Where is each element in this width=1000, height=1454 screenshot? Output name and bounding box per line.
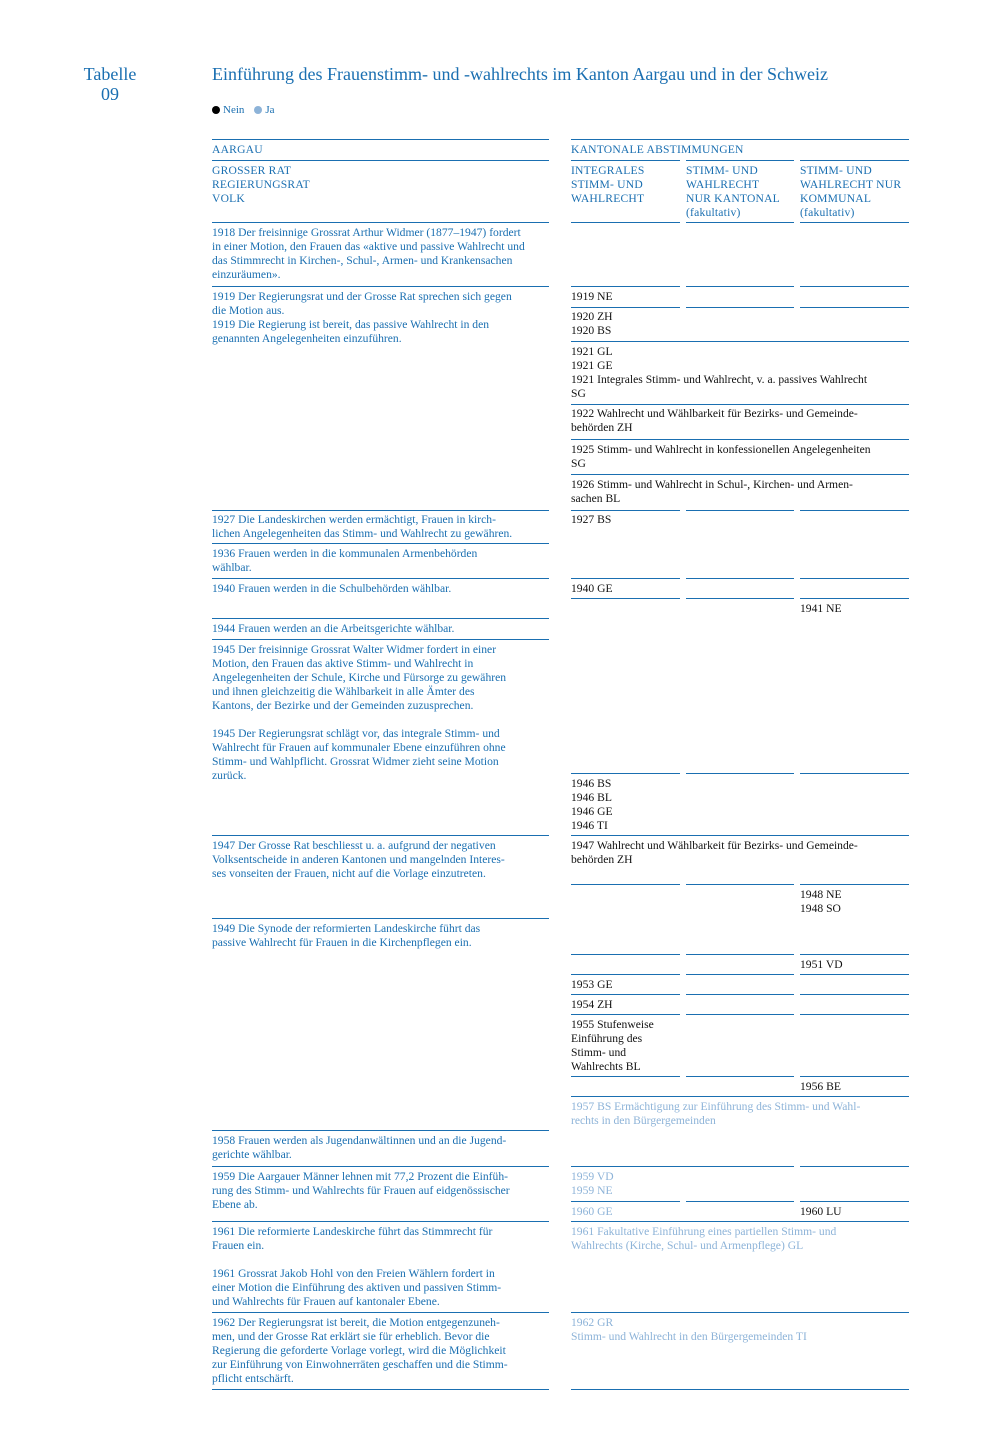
entry-line: 1962 GR — [571, 1316, 614, 1329]
divider — [686, 286, 794, 287]
header-line: WAHLRECHT — [686, 178, 760, 191]
divider — [212, 139, 549, 140]
divider — [571, 474, 909, 475]
legend-item-ja — [254, 104, 274, 116]
aargau-entry-1940 — [212, 582, 549, 596]
kantonal-entry-1955-bl — [571, 1018, 680, 1074]
entry-line: 1936 Frauen werden in die kommunalen Armenbehörden — [212, 547, 478, 560]
aargau-entry-1918 — [212, 226, 549, 282]
entry-line: 1959 NE — [571, 1184, 613, 1197]
divider — [212, 835, 549, 836]
aargau-subheader — [212, 164, 310, 206]
entry-line: Wahlrechts BL — [571, 1060, 641, 1073]
header-line: WAHLRECHT NUR — [800, 178, 902, 191]
entry-line: und ihnen gleichzeitig die Wählbarkeit in alle Ämter des — [212, 685, 475, 698]
entry-line: Stimm- und Wahlrecht in den Bürgergemeinden TI — [571, 1330, 807, 1343]
header-line: NUR KANTONAL — [686, 192, 780, 205]
divider — [686, 598, 794, 599]
divider — [571, 773, 680, 774]
entry-line: Stimm- und Wahlpflicht. Grossrat Widmer zieht seine Motion — [212, 755, 499, 768]
divider — [800, 1201, 909, 1202]
subheader-line: REGIERUNGSRAT — [212, 178, 310, 191]
kantonal-entry-1925 — [571, 443, 909, 471]
legend-label-nein: Nein — [223, 104, 245, 116]
kantonal-entry-1940-ge — [571, 582, 613, 596]
entry-line: in einer Motion, den Frauen das «aktive und passive Wahlrecht und — [212, 240, 525, 253]
divider — [212, 1389, 549, 1390]
divider — [571, 222, 680, 223]
divider — [571, 160, 680, 161]
entry-line: 1946 BS — [571, 777, 612, 790]
entry-line: passive Wahlrecht für Frauen in die Kirchenpflegen ein. — [212, 936, 472, 949]
header-line: (fakultativ) — [800, 206, 855, 219]
kantonal-entry-1919-ne — [571, 290, 613, 304]
entry-line: 1959 Die Aargauer Männer lehnen mit 77,2 Prozent die Einfüh- — [212, 1170, 508, 1183]
entry-line: zurück. — [212, 769, 247, 782]
aargau-entry-1936 — [212, 547, 549, 575]
entry-line: 1958 Frauen werden als Jugendanwältinnen und an die Jugend- — [212, 1134, 507, 1147]
aargau-entry-1962 — [212, 1316, 549, 1386]
entry-line: Angelegenheiten der Schule, Kirche und Fürsorge zu gewähren — [212, 671, 507, 684]
entry-line: 1955 Stufenweise — [571, 1018, 654, 1031]
col-kantonal-header — [686, 164, 780, 220]
entry-line: Volksentscheide in anderen Kantonen und mangelnden Interes- — [212, 853, 505, 866]
divider — [571, 884, 680, 885]
entry-line: Wahlrecht für Frauen auf kommunaler Ebene einzuführen ohne — [212, 741, 506, 754]
entry-line: 1948 NE — [800, 888, 842, 901]
entry-line: 1920 BS — [571, 324, 612, 337]
entry-line: 1919 Der Regierungsrat und der Grosse Rat sprechen sich gegen — [212, 290, 512, 303]
kantonal-section-header: KANTONALE ABSTIMMUNGEN — [571, 143, 744, 156]
kantonal-entry-1948 — [800, 888, 842, 916]
divider — [800, 1076, 909, 1077]
kantonal-entry-1956-be — [800, 1080, 841, 1094]
divider — [686, 307, 794, 308]
entry-line: 1947 Wahlrecht und Wählbarkeit für Bezirks- und Gemeinde- — [571, 839, 858, 852]
entry-line: 1962 Der Regierungsrat ist bereit, die Motion entgegenzuneh- — [212, 1316, 500, 1329]
kantonal-entry-1953-ge — [571, 978, 613, 992]
entry-line: 1957 BS Ermächtigung zur Einführung des Stimm- und Wahl- — [571, 1100, 861, 1113]
divider — [212, 222, 549, 223]
divider — [686, 994, 794, 995]
aargau-entry-1919 — [212, 290, 549, 346]
divider — [800, 307, 909, 308]
col-kommunal-header — [800, 164, 901, 220]
aargau-section-header: AARGAU — [212, 143, 263, 156]
legend — [212, 104, 285, 116]
divider — [800, 1166, 909, 1167]
entry-line: genannten Angelegenheiten einzuführen. — [212, 332, 402, 345]
divider — [212, 160, 549, 161]
legend-item-nein — [212, 104, 244, 116]
aargau-entry-1945 — [212, 643, 549, 783]
entry-line: ses vonseiten der Frauen, nicht auf die Vorlage einzutreten. — [212, 867, 486, 880]
entry-line: SG — [571, 387, 586, 400]
entry-line: 1921 Integrales Stimm- und Wahlrecht, v. a. passives Wahlrecht — [571, 373, 868, 386]
entry-line: 1940 GE — [571, 582, 613, 595]
entry-line: behörden ZH — [571, 421, 633, 434]
divider — [800, 286, 909, 287]
entry-line: und Wahlrechts für Frauen auf kantonaler Ebene. — [212, 1295, 440, 1308]
entry-line: Wahlrechts (Kirche, Schul- und Armenpflege) GL — [571, 1239, 804, 1252]
entry-line: 1949 Die Synode der reformierten Landeskirche führt das — [212, 922, 481, 935]
divider — [686, 1014, 794, 1015]
divider — [800, 884, 909, 885]
header-line: STIMM- UND — [800, 164, 872, 177]
kantonal-entry-1960-lu — [800, 1205, 842, 1219]
entry-line: rechts in den Bürgergemeinden — [571, 1114, 716, 1127]
entry-line: men, und der Grosse Rat erklärt sie für erheblich. Bevor die — [212, 1330, 490, 1343]
kantonal-entry-1951-vd — [800, 958, 843, 972]
spacer — [212, 713, 549, 727]
divider — [212, 286, 549, 287]
header-line: KOMMUNAL — [800, 192, 872, 205]
divider — [800, 160, 909, 161]
entry-line: 1960 LU — [800, 1205, 842, 1218]
table-label-number: 09 — [101, 84, 119, 104]
divider — [212, 618, 549, 619]
entry-line: 1919 Die Regierung ist bereit, das passive Wahlrecht in den — [212, 318, 490, 331]
page-title: Einführung des Frauenstimm- und -wahlrechts im Kanton Aargau und in der Schweiz — [212, 64, 829, 84]
aargau-entry-1927 — [212, 513, 549, 541]
divider — [571, 1389, 909, 1390]
entry-line: 1919 NE — [571, 290, 613, 303]
header-line: INTEGRALES — [571, 164, 645, 177]
entry-line: 1918 Der freisinnige Grossrat Arthur Widmer (1877–1947) fordert — [212, 226, 521, 239]
divider — [571, 1096, 909, 1097]
divider — [571, 404, 909, 405]
divider — [212, 543, 549, 544]
divider — [571, 1312, 909, 1313]
aargau-entry-1959 — [212, 1170, 549, 1212]
divider — [212, 1312, 549, 1313]
divider — [686, 884, 794, 885]
divider — [571, 286, 680, 287]
divider — [686, 160, 794, 161]
entry-line: 1945 Der freisinnige Grossrat Walter Widmer fordert in einer — [212, 643, 497, 656]
kantonal-entry-1920 — [571, 310, 613, 338]
kantonal-entry-1922 — [571, 407, 909, 435]
divider — [212, 918, 549, 919]
legend-dot-light-icon — [254, 106, 262, 114]
divider — [800, 773, 909, 774]
header-line: STIMM- UND — [571, 178, 643, 191]
kantonal-entry-1957-bs — [571, 1100, 909, 1128]
divider — [571, 1076, 680, 1077]
divider — [686, 954, 794, 955]
divider — [212, 639, 549, 640]
aargau-entry-1944 — [212, 622, 549, 636]
entry-line: 1948 SO — [800, 902, 841, 915]
entry-line: Ebene ab. — [212, 1198, 258, 1211]
legend-dot-black-icon — [212, 106, 220, 114]
divider — [686, 578, 794, 579]
aargau-entry-1949 — [212, 922, 549, 950]
entry-line: wählbar. — [212, 561, 252, 574]
header-line: WAHLRECHT — [571, 192, 645, 205]
entry-line: 1946 BL — [571, 791, 612, 804]
kantonal-entry-1961-gl — [571, 1225, 909, 1253]
divider — [800, 578, 909, 579]
divider — [571, 510, 680, 511]
divider — [571, 598, 680, 599]
entry-line: sachen BL — [571, 492, 621, 505]
subheader-line: VOLK — [212, 192, 245, 205]
kantonal-entry-1927-bs — [571, 513, 611, 527]
entry-line: SG — [571, 457, 586, 470]
table-label-word: Tabelle — [83, 64, 137, 84]
kantonal-entry-1921 — [571, 345, 909, 401]
divider — [571, 139, 909, 140]
legend-label-ja: Ja — [265, 104, 275, 116]
entry-line: behörden ZH — [571, 853, 633, 866]
divider — [571, 341, 909, 342]
entry-line: das Stimmrecht in Kirchen-, Schul-, Armen- und Krankensachen — [212, 254, 513, 267]
entry-line: 1945 Der Regierungsrat schlägt vor, das integrale Stimm- und — [212, 727, 500, 740]
header-line: (fakultativ) — [686, 206, 741, 219]
entry-line: Kantons, der Bezirke und der Gemeinden zuzusprechen. — [212, 699, 474, 712]
divider — [571, 835, 909, 836]
kantonal-entry-1954-zh — [571, 998, 613, 1012]
entry-line: 1961 Grossrat Jakob Hohl von den Freien Wählern fordert in — [212, 1267, 495, 1280]
divider — [212, 578, 549, 579]
entry-line: Einführung des — [571, 1032, 643, 1045]
divider — [571, 1201, 680, 1202]
divider — [212, 1130, 549, 1131]
divider — [571, 439, 909, 440]
entry-line: 1940 Frauen werden in die Schulbehörden wählbar. — [212, 582, 452, 595]
entry-line: 1920 ZH — [571, 310, 613, 323]
entry-line: einer Motion die Einführung des aktiven und passiven Stimm- — [212, 1281, 502, 1294]
kantonal-entry-1959 — [571, 1170, 614, 1198]
header-line: STIMM- UND — [686, 164, 758, 177]
divider — [571, 1221, 909, 1222]
entry-line: 1946 GE — [571, 805, 613, 818]
divider — [571, 974, 680, 975]
spacer — [212, 1253, 549, 1267]
divider — [571, 1166, 794, 1167]
divider — [686, 222, 794, 223]
entry-line: 1947 Der Grosse Rat beschliesst u. a. aufgrund der negativen — [212, 839, 496, 852]
divider — [571, 1014, 680, 1015]
entry-line: 1946 TI — [571, 819, 608, 832]
kantonal-entry-1946 — [571, 777, 613, 833]
divider — [800, 974, 909, 975]
divider — [800, 222, 909, 223]
entry-line: 1922 Wahlrecht und Wählbarkeit für Bezirks- und Gemeinde- — [571, 407, 858, 420]
divider — [686, 974, 794, 975]
kantonal-entry-1941-ne — [800, 602, 842, 616]
entry-line: 1927 BS — [571, 513, 612, 526]
aargau-entry-1961 — [212, 1225, 549, 1309]
divider — [800, 954, 909, 955]
entry-line: 1954 ZH — [571, 998, 613, 1011]
entry-line: gerichte wählbar. — [212, 1148, 292, 1161]
entry-line: 1926 Stimm- und Wahlrecht in Schul-, Kirchen- und Armen- — [571, 478, 853, 491]
divider — [686, 1201, 794, 1202]
entry-line: Frauen ein. — [212, 1239, 265, 1252]
divider — [686, 773, 794, 774]
entry-line: einzuräumen». — [212, 268, 281, 281]
divider — [686, 1076, 794, 1077]
divider — [686, 510, 794, 511]
col-integral-header — [571, 164, 645, 206]
aargau-entry-1947 — [212, 839, 549, 881]
kantonal-entry-1926 — [571, 478, 909, 506]
divider — [571, 578, 680, 579]
entry-line: 1960 GE — [571, 1205, 613, 1218]
entry-line: rung des Stimm- und Wahlrechts für Frauen auf eidgenössischer — [212, 1184, 510, 1197]
entry-line: 1927 Die Landeskirchen werden ermächtigt, Frauen in kirch- — [212, 513, 496, 526]
divider — [571, 307, 680, 308]
entry-line: pflicht entschärft. — [212, 1372, 294, 1385]
entry-line: zur Einführung von Einwohnerräten geschaffen und die Stimm- — [212, 1358, 508, 1371]
entry-line: 1961 Die reformierte Landeskirche führt das Stimmrecht für — [212, 1225, 493, 1238]
divider — [212, 1221, 549, 1222]
kantonal-entry-1947 — [571, 839, 909, 867]
entry-line: 1921 GE — [571, 359, 613, 372]
entry-line: Stimm- und — [571, 1046, 627, 1059]
entry-line: Motion, den Frauen das aktive Stimm- und Wahlrecht in — [212, 657, 474, 670]
divider — [212, 510, 549, 511]
entry-line: 1944 Frauen werden an die Arbeitsgerichte wählbar. — [212, 622, 455, 635]
entry-line: 1956 BE — [800, 1080, 841, 1093]
entry-line: 1925 Stimm- und Wahlrecht in konfessionellen Angelegenheiten — [571, 443, 871, 456]
kantonal-entry-1962 — [571, 1316, 909, 1344]
divider — [800, 1014, 909, 1015]
entry-line: lichen Angelegenheiten das Stimm- und Wahlrecht zu gewähren. — [212, 527, 513, 540]
divider — [800, 994, 909, 995]
entry-line: 1941 NE — [800, 602, 842, 615]
kantonal-entry-1960-ge — [571, 1205, 613, 1219]
subheader-line: GROSSER RAT — [212, 164, 292, 177]
divider — [212, 1166, 549, 1167]
table-label — [60, 64, 160, 104]
entry-line: 1959 VD — [571, 1170, 614, 1183]
divider — [800, 510, 909, 511]
entry-line: 1961 Fakultative Einführung eines partiellen Stimm- und — [571, 1225, 837, 1238]
entry-line: die Motion aus. — [212, 304, 285, 317]
entry-line: 1921 GL — [571, 345, 613, 358]
entry-line: Regierung die geforderte Vorlage vorlegt, wird die Möglichkeit — [212, 1344, 506, 1357]
divider — [571, 954, 680, 955]
divider — [800, 598, 909, 599]
aargau-entry-1958 — [212, 1134, 549, 1162]
divider — [571, 994, 680, 995]
entry-line: 1951 VD — [800, 958, 843, 971]
entry-line: 1953 GE — [571, 978, 613, 991]
